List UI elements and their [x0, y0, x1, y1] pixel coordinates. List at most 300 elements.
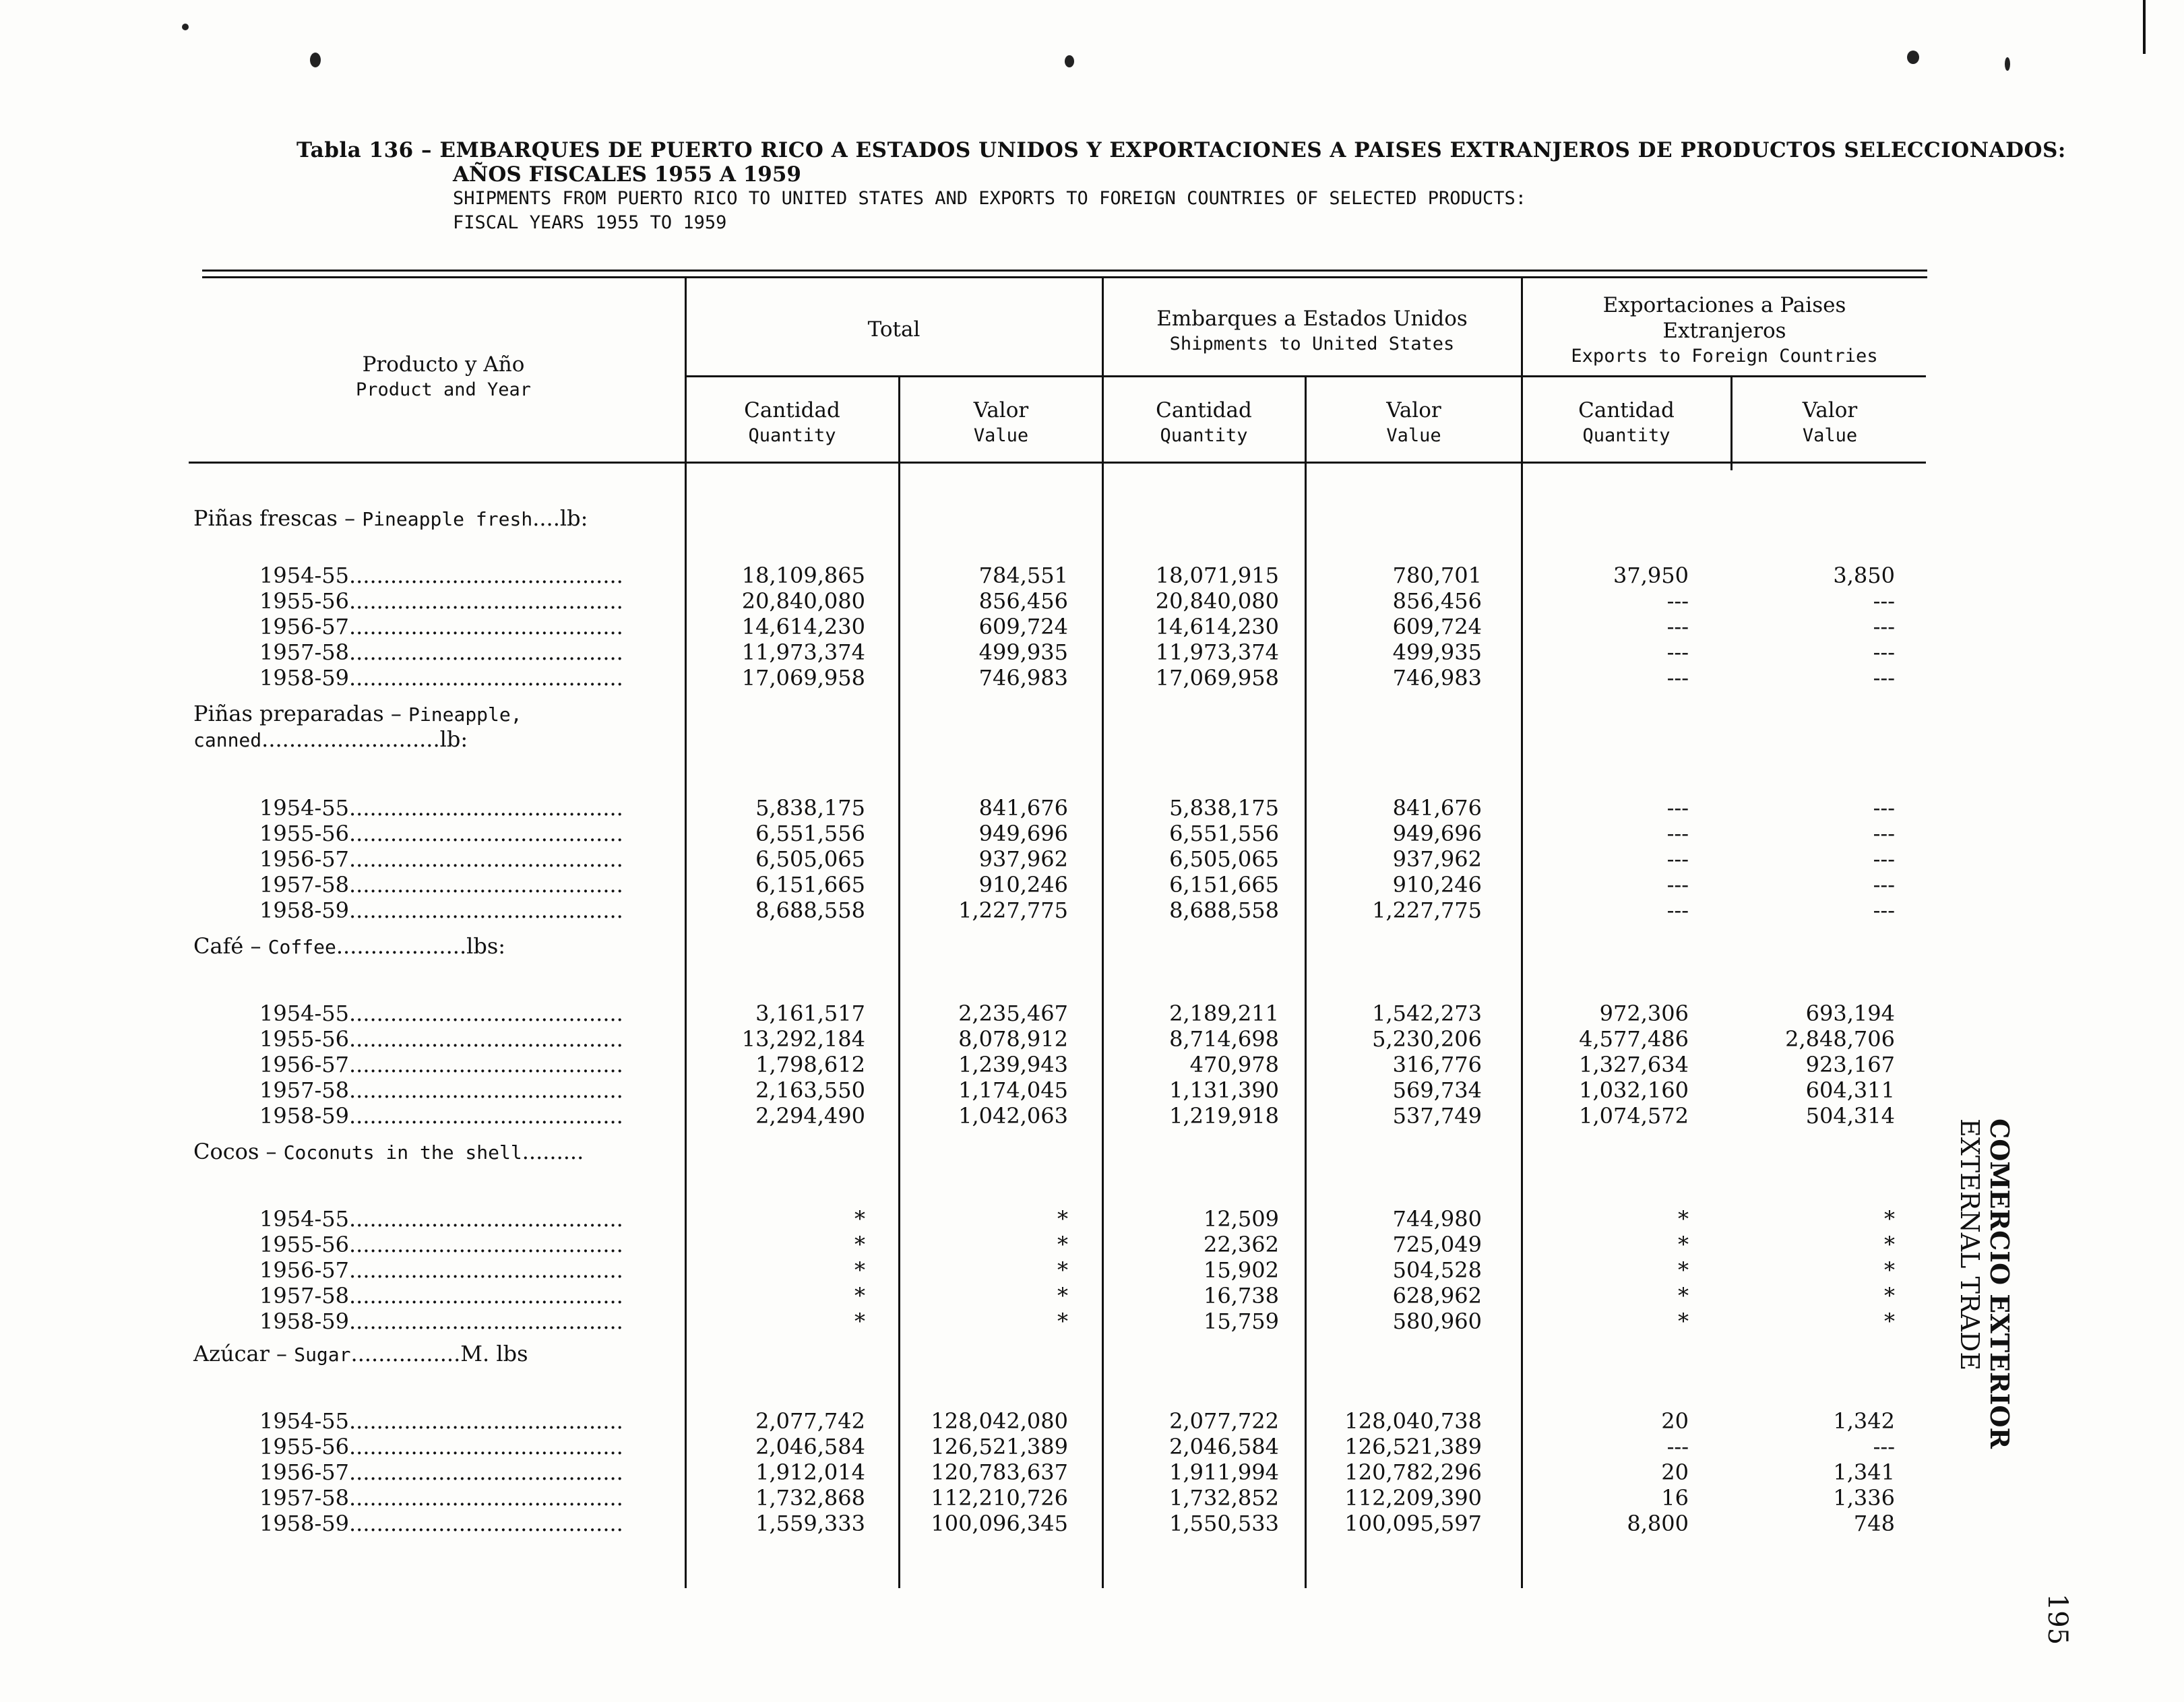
fiscal-year	[259, 1001, 674, 1026]
cell-c5: ---	[1666, 821, 1689, 846]
fiscal-year-label: 1955-56	[259, 1434, 349, 1459]
cell-c1: 3,161,517	[755, 1001, 865, 1026]
fiscal-year	[259, 1257, 674, 1283]
cell-c3: 1,550,533	[1169, 1511, 1279, 1536]
cell-c5: ---	[1666, 639, 1689, 665]
fiscal-year-label: 1955-56	[259, 1026, 349, 1052]
table-top-rule	[202, 270, 1927, 272]
fiscal-year	[259, 614, 674, 639]
cell-c1: 6,551,556	[755, 821, 865, 846]
margin-label-english: EXTERNAL TRADE	[1955, 1118, 1985, 1371]
cell-c4: 949,696	[1392, 821, 1482, 846]
product-label-spanish: Piñas frescas –	[193, 505, 363, 531]
cell-c3: 2,189,211	[1169, 1001, 1279, 1026]
fiscal-year-label: 1957-58	[259, 639, 349, 665]
header-total-quantity: Cantidad Quantity	[744, 398, 840, 446]
cell-c5: 20	[1661, 1408, 1689, 1434]
cell-c2: 120,783,637	[931, 1459, 1068, 1485]
leader-dots: ........................................	[348, 1485, 623, 1511]
cell-c5: 20	[1661, 1459, 1689, 1485]
fiscal-year-label: 1956-57	[259, 1459, 349, 1485]
cell-c1: 13,292,184	[741, 1026, 865, 1052]
cell-c3: 20,840,080	[1155, 588, 1279, 614]
fiscal-year-label: 1957-58	[259, 872, 349, 897]
table-row	[0, 1511, 2184, 1536]
leader-dots: ........................................	[348, 1103, 623, 1129]
leader-dots: ........................................	[348, 1001, 623, 1026]
cell-c6: 3,850	[1833, 563, 1895, 588]
cell-c4: 910,246	[1392, 872, 1482, 897]
product-unit: .........	[522, 1139, 584, 1164]
cell-c6: 604,311	[1805, 1077, 1895, 1103]
table-row	[0, 1459, 2184, 1485]
product-label-english: Coffee	[268, 936, 336, 958]
fiscal-year-label: 1957-58	[259, 1283, 349, 1309]
cell-c2: *	[1057, 1232, 1068, 1257]
table-title	[297, 138, 2066, 235]
column-divider	[1521, 278, 1523, 1588]
cell-c6: 923,167	[1805, 1052, 1895, 1077]
cell-c4: 1,542,273	[1372, 1001, 1482, 1026]
cell-c3: 11,973,374	[1155, 639, 1279, 665]
cell-c4: 780,701	[1392, 563, 1482, 588]
cell-c5: *	[1678, 1309, 1689, 1334]
cell-c1: *	[854, 1257, 865, 1283]
fiscal-year	[259, 1232, 674, 1257]
cell-c1: 2,163,550	[755, 1077, 865, 1103]
cell-c6: *	[1884, 1283, 1895, 1309]
fiscal-year-label: 1954-55	[259, 795, 349, 821]
table-row	[0, 1257, 2184, 1283]
cell-c6: 1,336	[1833, 1485, 1895, 1511]
leader-dots: ........................................	[348, 1052, 623, 1077]
scan-speck	[310, 53, 321, 67]
column-divider	[1102, 278, 1104, 1588]
cell-c1: 2,294,490	[755, 1103, 865, 1129]
fiscal-year-label: 1958-59	[259, 1309, 349, 1334]
table-row	[0, 897, 2184, 923]
column-divider	[1305, 376, 1307, 1588]
leader-dots: ........................................	[348, 1232, 623, 1257]
cell-c3: 2,077,722	[1169, 1408, 1279, 1434]
cell-c4: 504,528	[1392, 1257, 1482, 1283]
table-row	[0, 1283, 2184, 1309]
table-top-rule-2	[202, 276, 1927, 278]
fiscal-year	[259, 872, 674, 897]
leader-dots: ........................................	[348, 1408, 623, 1434]
fiscal-year	[259, 639, 674, 665]
cell-c4: 537,749	[1392, 1103, 1482, 1129]
cell-c4: 609,724	[1392, 614, 1482, 639]
product-section-label	[193, 1341, 528, 1366]
cell-c2: 609,724	[978, 614, 1068, 639]
table-row	[0, 1026, 2184, 1052]
cell-c6: ---	[1873, 795, 1895, 821]
leader-dots: ........................................	[348, 1026, 623, 1052]
cell-c3: 17,069,958	[1155, 665, 1279, 691]
fiscal-year	[259, 897, 674, 923]
product-label-english-cont: canned	[193, 729, 262, 751]
cell-c6: *	[1884, 1309, 1895, 1334]
cell-c6: 693,194	[1805, 1001, 1895, 1026]
page-number: 195	[2042, 1593, 2073, 1645]
product-label-english: Coconuts in the shell	[283, 1141, 522, 1164]
leader-dots: ........................................	[348, 897, 623, 923]
cell-c5: 972,306	[1599, 1001, 1689, 1026]
product-unit: ..........................lb:	[261, 726, 468, 752]
leader-dots: ........................................	[348, 872, 623, 897]
cell-c4: 112,209,390	[1344, 1485, 1482, 1511]
cell-c6: ---	[1873, 588, 1895, 614]
cell-c2: 112,210,726	[931, 1485, 1068, 1511]
product-label-spanish: Piñas preparadas –	[193, 701, 409, 726]
table-row	[0, 846, 2184, 872]
title-english-line2: FISCAL YEARS 1955 TO 1959	[453, 212, 727, 233]
fiscal-year-label: 1958-59	[259, 1511, 349, 1536]
cell-c6: *	[1884, 1206, 1895, 1232]
cell-c4: 1,227,775	[1372, 897, 1482, 923]
cell-c4: 580,960	[1392, 1309, 1482, 1334]
cell-c4: 856,456	[1392, 588, 1482, 614]
cell-c1: 1,912,014	[755, 1459, 865, 1485]
leader-dots: ........................................	[348, 614, 623, 639]
cell-c5: ---	[1666, 897, 1689, 923]
cell-c5: 16	[1661, 1485, 1689, 1511]
cell-c5: *	[1678, 1257, 1689, 1283]
cell-c6: 1,341	[1833, 1459, 1895, 1485]
cell-c3: 15,902	[1204, 1257, 1279, 1283]
leader-dots: ........................................	[348, 1459, 623, 1485]
cell-c5: ---	[1666, 614, 1689, 639]
cell-c4: 120,782,296	[1344, 1459, 1482, 1485]
header-total: Total	[867, 317, 921, 342]
fiscal-year-label: 1957-58	[259, 1077, 349, 1103]
header-shipments-value: Valor Value	[1386, 398, 1441, 446]
cell-c2: 499,935	[978, 639, 1068, 665]
table-row	[0, 1052, 2184, 1077]
header-bottom-rule	[189, 462, 1926, 464]
cell-c2: 100,096,345	[931, 1511, 1068, 1536]
cell-c4: 628,962	[1392, 1283, 1482, 1309]
cell-c5: 1,032,160	[1579, 1077, 1689, 1103]
cell-c6: ---	[1873, 639, 1895, 665]
table-row	[0, 1077, 2184, 1103]
cell-c6: 504,314	[1805, 1103, 1895, 1129]
product-section-label	[193, 933, 505, 959]
scan-speck	[2005, 57, 2010, 71]
cell-c1: 14,614,230	[741, 614, 865, 639]
cell-c3: 1,131,390	[1169, 1077, 1279, 1103]
cell-c3: 8,688,558	[1169, 897, 1279, 923]
cell-c3: 5,838,175	[1169, 795, 1279, 821]
margin-label-spanish: COMERCIO EXTERIOR	[1985, 1118, 2015, 1449]
cell-c5: ---	[1666, 1434, 1689, 1459]
cell-c1: 1,798,612	[755, 1052, 865, 1077]
leader-dots: ........................................	[348, 1283, 623, 1309]
product-unit: ...................lbs:	[336, 933, 506, 959]
table-row	[0, 1206, 2184, 1232]
cell-c1: 5,838,175	[755, 795, 865, 821]
cell-c2: *	[1057, 1206, 1068, 1232]
leader-dots: ........................................	[348, 1511, 623, 1536]
cell-c1: 2,046,584	[755, 1434, 865, 1459]
cell-c4: 937,962	[1392, 846, 1482, 872]
cell-c1: 1,559,333	[755, 1511, 865, 1536]
product-unit: ................M. lbs	[350, 1341, 528, 1366]
fiscal-year	[259, 846, 674, 872]
fiscal-year-label: 1954-55	[259, 563, 349, 588]
cell-c2: 126,521,389	[931, 1434, 1068, 1459]
fiscal-year	[259, 1103, 674, 1129]
scan-speck	[1065, 55, 1074, 67]
scan-mark	[2143, 0, 2146, 54]
header-shipments: Embarques a Estados Unidos Shipments to United States	[1156, 307, 1468, 354]
table-row	[0, 639, 2184, 665]
cell-c1: *	[854, 1206, 865, 1232]
cell-c6: 748	[1853, 1511, 1895, 1536]
cell-c6: ---	[1873, 614, 1895, 639]
cell-c4: 569,734	[1392, 1077, 1482, 1103]
cell-c2: 1,174,045	[958, 1077, 1068, 1103]
cell-c5: *	[1678, 1283, 1689, 1309]
product-section-label	[193, 701, 522, 752]
table-row	[0, 1485, 2184, 1511]
cell-c3: 22,362	[1204, 1232, 1279, 1257]
cell-c2: 856,456	[978, 588, 1068, 614]
cell-c3: 14,614,230	[1155, 614, 1279, 639]
cell-c2: 2,235,467	[958, 1001, 1068, 1026]
leader-dots: ........................................	[348, 846, 623, 872]
leader-dots: ........................................	[348, 639, 623, 665]
cell-c1: 6,505,065	[755, 846, 865, 872]
section-margin-label	[1955, 1118, 2015, 1449]
scan-speck	[1907, 51, 1919, 64]
product-label-english: Sugar	[294, 1344, 351, 1366]
table-row	[0, 665, 2184, 691]
cell-c4: 725,049	[1392, 1232, 1482, 1257]
leader-dots: ........................................	[348, 1077, 623, 1103]
cell-c2: 1,042,063	[958, 1103, 1068, 1129]
header-total-value: Valor Value	[973, 398, 1029, 446]
product-section-label	[193, 1139, 584, 1164]
table-row	[0, 614, 2184, 639]
cell-c5: 8,800	[1627, 1511, 1689, 1536]
leader-dots: ........................................	[348, 1309, 623, 1334]
fiscal-year	[259, 1434, 674, 1459]
fiscal-year	[259, 795, 674, 821]
table-row	[0, 1434, 2184, 1459]
column-divider	[685, 278, 687, 1588]
fiscal-year	[259, 821, 674, 846]
scan-speck	[182, 24, 189, 30]
fiscal-year-label: 1956-57	[259, 1257, 349, 1283]
cell-c5: ---	[1666, 795, 1689, 821]
fiscal-year	[259, 1459, 674, 1485]
cell-c3: 1,732,852	[1169, 1485, 1279, 1511]
fiscal-year	[259, 1206, 674, 1232]
title-english-line1: SHIPMENTS FROM PUERTO RICO TO UNITED STATES AND EXPORTS TO FOREIGN COUNTRIES OF SELECTED PRODUCTS:	[453, 188, 1527, 209]
product-unit: ....lb:	[532, 505, 588, 531]
cell-c4: 316,776	[1392, 1052, 1482, 1077]
cell-c5: ---	[1666, 665, 1689, 691]
cell-c5: ---	[1666, 872, 1689, 897]
cell-c6: ---	[1873, 1434, 1895, 1459]
cell-c5: *	[1678, 1206, 1689, 1232]
cell-c1: *	[854, 1232, 865, 1257]
table-row	[0, 821, 2184, 846]
leader-dots: ........................................	[348, 795, 623, 821]
title-spanish-line2: AÑOS FISCALES 1955 A 1959	[453, 162, 801, 187]
cell-c5: 1,074,572	[1579, 1103, 1689, 1129]
cell-c1: 20,840,080	[741, 588, 865, 614]
table-row	[0, 1309, 2184, 1334]
cell-c3: 16,738	[1204, 1283, 1279, 1309]
title-spanish-line1: Tabla 136 – EMBARQUES DE PUERTO RICO A ESTADOS UNIDOS Y EXPORTACIONES A PAISES EXTRANJEROS DE PRODUCTOS SELECCIONADOS:	[297, 138, 2066, 162]
leader-dots: ........................................	[348, 821, 623, 846]
product-label-spanish: Azúcar –	[193, 1341, 294, 1366]
cell-c5: 37,950	[1613, 563, 1689, 588]
table-row	[0, 1232, 2184, 1257]
cell-c2: 746,983	[978, 665, 1068, 691]
header-product: Producto y Año Product and Year	[355, 352, 532, 400]
product-label-english: Pineapple,	[408, 703, 522, 726]
fiscal-year	[259, 665, 674, 691]
leader-dots: ........................................	[348, 665, 623, 691]
cell-c4: 841,676	[1392, 795, 1482, 821]
cell-c1: 1,732,868	[755, 1485, 865, 1511]
fiscal-year	[259, 1283, 674, 1309]
cell-c4: 746,983	[1392, 665, 1482, 691]
fiscal-year-label: 1958-59	[259, 897, 349, 923]
product-section-label	[193, 505, 588, 531]
cell-c3: 18,071,915	[1155, 563, 1279, 588]
cell-c6: *	[1884, 1232, 1895, 1257]
cell-c1: 2,077,742	[755, 1408, 865, 1434]
fiscal-year-label: 1956-57	[259, 614, 349, 639]
cell-c1: *	[854, 1309, 865, 1334]
cell-c2: 910,246	[978, 872, 1068, 897]
cell-c4: 128,040,738	[1344, 1408, 1482, 1434]
leader-dots: ........................................	[348, 1257, 623, 1283]
cell-c3: 6,505,065	[1169, 846, 1279, 872]
cell-c2: 1,227,775	[958, 897, 1068, 923]
cell-c6: ---	[1873, 665, 1895, 691]
fiscal-year-label: 1957-58	[259, 1485, 349, 1511]
cell-c3: 1,911,994	[1169, 1459, 1279, 1485]
cell-c6: 1,342	[1833, 1408, 1895, 1434]
cell-c2: 8,078,912	[958, 1026, 1068, 1052]
column-divider	[898, 376, 900, 1588]
cell-c1: 18,109,865	[741, 563, 865, 588]
cell-c5: ---	[1666, 846, 1689, 872]
header-exports: Exportaciones a Paises Extranjeros Exports to Foreign Countries	[1571, 293, 1878, 367]
fiscal-year	[259, 1026, 674, 1052]
fiscal-year-label: 1955-56	[259, 1232, 349, 1257]
fiscal-year-label: 1954-55	[259, 1408, 349, 1434]
header-shipments-quantity: Cantidad Quantity	[1156, 398, 1252, 446]
cell-c6: *	[1884, 1257, 1895, 1283]
cell-c4: 744,980	[1392, 1206, 1482, 1232]
cell-c2: 128,042,080	[931, 1408, 1068, 1434]
cell-c2: 784,551	[978, 563, 1068, 588]
cell-c2: *	[1057, 1309, 1068, 1334]
product-label-english: Pineapple fresh	[362, 508, 533, 530]
table-row	[0, 588, 2184, 614]
fiscal-year	[259, 1511, 674, 1536]
fiscal-year	[259, 1077, 674, 1103]
table-row	[0, 1001, 2184, 1026]
cell-c5: ---	[1666, 588, 1689, 614]
fiscal-year	[259, 1485, 674, 1511]
fiscal-year-label: 1955-56	[259, 588, 349, 614]
table-row	[0, 872, 2184, 897]
cell-c4: 5,230,206	[1372, 1026, 1482, 1052]
fiscal-year-label: 1955-56	[259, 821, 349, 846]
cell-c3: 2,046,584	[1169, 1434, 1279, 1459]
cell-c1: 11,973,374	[741, 639, 865, 665]
fiscal-year-label: 1956-57	[259, 1052, 349, 1077]
leader-dots: ........................................	[348, 563, 623, 588]
table-row	[0, 1408, 2184, 1434]
table-row	[0, 563, 2184, 588]
cell-c3: 12,509	[1204, 1206, 1279, 1232]
fiscal-year	[259, 1408, 674, 1434]
cell-c6: ---	[1873, 897, 1895, 923]
cell-c1: 6,151,665	[755, 872, 865, 897]
cell-c1: *	[854, 1283, 865, 1309]
cell-c3: 6,551,556	[1169, 821, 1279, 846]
fiscal-year-label: 1954-55	[259, 1206, 349, 1232]
cell-c5: 4,577,486	[1579, 1026, 1689, 1052]
cell-c3: 1,219,918	[1169, 1103, 1279, 1129]
leader-dots: ........................................	[348, 1206, 623, 1232]
cell-c3: 6,151,665	[1169, 872, 1279, 897]
cell-c2: 841,676	[978, 795, 1068, 821]
fiscal-year-label: 1958-59	[259, 665, 349, 691]
fiscal-year	[259, 1052, 674, 1077]
header-exports-value: Valor Value	[1802, 398, 1858, 446]
table-row	[0, 795, 2184, 821]
cell-c3: 15,759	[1204, 1309, 1279, 1334]
fiscal-year	[259, 588, 674, 614]
cell-c2: 937,962	[978, 846, 1068, 872]
cell-c1: 8,688,558	[755, 897, 865, 923]
cell-c2: *	[1057, 1257, 1068, 1283]
fiscal-year	[259, 1309, 674, 1334]
fiscal-year-label: 1958-59	[259, 1103, 349, 1129]
fiscal-year-label: 1954-55	[259, 1001, 349, 1026]
cell-c2: 1,239,943	[958, 1052, 1068, 1077]
cell-c6: ---	[1873, 821, 1895, 846]
fiscal-year	[259, 563, 674, 588]
cell-c1: 17,069,958	[741, 665, 865, 691]
cell-c2: 949,696	[978, 821, 1068, 846]
leader-dots: ........................................	[348, 588, 623, 614]
cell-c6: 2,848,706	[1785, 1026, 1895, 1052]
product-label-spanish: Cocos –	[193, 1139, 284, 1164]
fiscal-year-label: 1956-57	[259, 846, 349, 872]
cell-c4: 126,521,389	[1344, 1434, 1482, 1459]
cell-c6: ---	[1873, 846, 1895, 872]
cell-c2: *	[1057, 1283, 1068, 1309]
cell-c3: 8,714,698	[1169, 1026, 1279, 1052]
header-exports-quantity: Cantidad Quantity	[1578, 398, 1675, 446]
cell-c5: *	[1678, 1232, 1689, 1257]
leader-dots: ........................................	[348, 1434, 623, 1459]
cell-c5: 1,327,634	[1579, 1052, 1689, 1077]
cell-c4: 499,935	[1392, 639, 1482, 665]
cell-c3: 470,978	[1189, 1052, 1279, 1077]
